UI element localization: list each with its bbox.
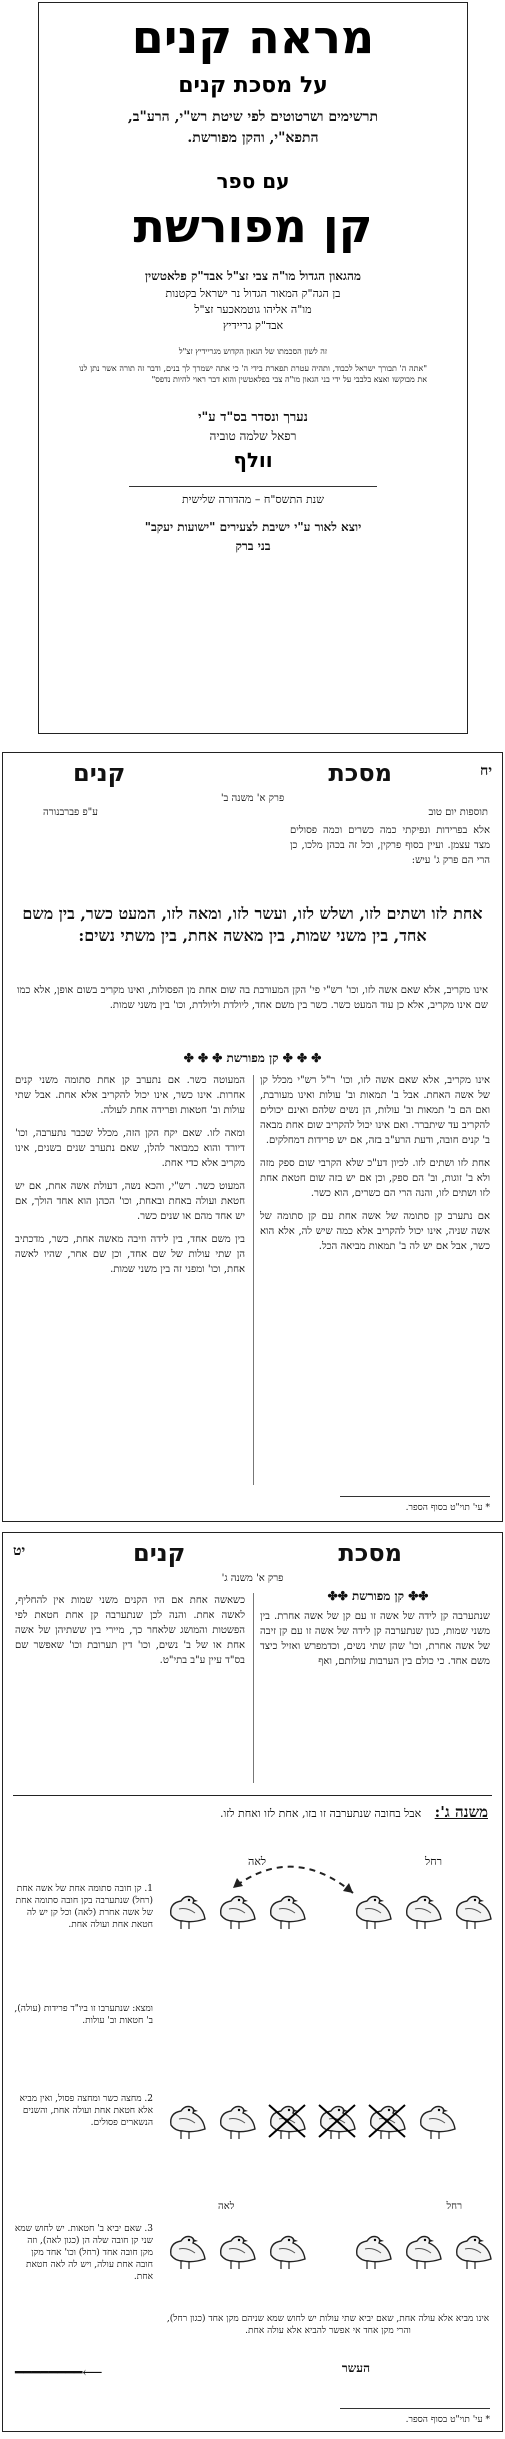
pigeon-slot bbox=[163, 2229, 209, 2277]
page3-masechet: מסכת bbox=[338, 1539, 402, 1567]
pigeon-slot bbox=[163, 2099, 209, 2147]
divider-ornament-left: ✤✤ bbox=[327, 1589, 348, 1603]
page2-kinim: קנים bbox=[73, 759, 126, 787]
page-3 bbox=[2, 1532, 503, 2432]
page2-note-left: ע"פ פברבנורה bbox=[43, 807, 98, 818]
pigeon-icon bbox=[213, 2229, 259, 2273]
cover-year: שנת התשס"ח – מהדורה שלישית bbox=[181, 493, 325, 506]
pigeon-icon bbox=[449, 1889, 495, 1933]
divider-ornament-right: ✤✤ bbox=[404, 1589, 429, 1603]
page3-divider bbox=[268, 1589, 488, 1604]
cover-rule bbox=[129, 486, 377, 487]
page2-col-right-p3: אם נתערב קן סתומה של אשה אחת עם קן סתומה של אשה שניה, אינו יכול להקריב אלא כמה שיש לה, אלא הוא כשר, אבל אם יש לה ב' תמאות מביאה הכל. bbox=[260, 1211, 490, 1252]
pigeon-slot bbox=[263, 2229, 309, 2277]
page3-number: יט bbox=[13, 1543, 26, 1559]
cover-title: מראה קנים bbox=[131, 10, 375, 64]
pigeon-slot bbox=[213, 2229, 259, 2277]
page3-mishna-row bbox=[17, 1803, 488, 1822]
cover-author4: אבד"ק גריידיץ bbox=[222, 319, 284, 332]
pigeon-icon bbox=[213, 1889, 259, 1933]
cover-author2: בן הגה"ק המאור הגדול נר ישראל בקטנות bbox=[165, 287, 341, 300]
legend-1: 1. קן חובה סתומה אחת של אשה אחת (רחל) שנתערבה בקן חובה סתומה אחת של אשה אחרת (לאה) וכל קן יש לה חטאת אחת ועולה אחת. bbox=[15, 1884, 153, 1930]
pigeon-slot bbox=[363, 2099, 409, 2147]
page2-masechet: מסכת bbox=[328, 759, 392, 787]
pigeon-slot bbox=[213, 1889, 259, 1937]
page2-col-left-p2: ומאה לזו. שאם יקח הקן הזה, מכלל שכבר נתערבה, וכו' דיורד והוא כמבואר להלן, שאם נתערב שנים בשנים, אינו מקריב אלא כדי אחת. bbox=[15, 1128, 245, 1169]
page2-number: יח bbox=[480, 763, 492, 779]
pigeon-icon bbox=[399, 2229, 445, 2273]
cover-publisher: יוצא לאור ע"י ישיבת לצעירים "ישועות יעקב" bbox=[144, 520, 362, 534]
pigeon-slot bbox=[413, 2099, 459, 2147]
pigeon-slot bbox=[263, 2099, 309, 2147]
page-2 bbox=[2, 752, 503, 1522]
page2-mishna: אחת לזו ושתים לזו, ושלש לזו, ועשר לזו, ומאה לזו, המעט כשר, בין משם אחד, בין משני שמות, בין מאשה אחת, בין משתי נשים: bbox=[22, 904, 483, 945]
bird-row-1 bbox=[163, 1883, 493, 1943]
pigeon-slot bbox=[163, 1889, 209, 1937]
cover-line1: תרשימים ושרטוטים לפי שיטת רש"י, הרע"ב, bbox=[127, 109, 379, 125]
legend-note: ומצא: שנתערבו זו ביו"ד פרידות (עולה), ב' חטאות וב' עולות. bbox=[14, 2004, 153, 2026]
cover-composed-by: נערך ונסדר בס"ד ע"י bbox=[198, 410, 308, 425]
label-rachel-1: רחל bbox=[424, 1855, 442, 1868]
legend-2: 2. מחצה כשר ומחצה פסול, ואין מביא אלא חטאת אחת ועולה אחת, והשנים הנשארים פסולים. bbox=[19, 2094, 153, 2128]
label-rachel-2: רחל bbox=[446, 2201, 462, 2212]
page3-divider-label: קן מפורשת bbox=[351, 1589, 405, 1603]
page3-footer: * עי' תוי"ט בסוף הספר. bbox=[405, 2415, 490, 2425]
legend-3: 3. שאם יביא ב' חטאות. יש לחוש שמא שני קן חובה שלה הן (כגון לאה), וזה מקן חובה אחד (רחל) וכו' אחד מקן חובה אחת עולה, ויש לה לאה חטאת אחת. bbox=[14, 2224, 153, 2282]
page2-col-right-p1: אינו מקריב, אלא שאם אשה לזו, וכו' ר"ל רש"י מכלל קן של אשה האחת. אבל ב' תמאות וב' עולות ואינו מעורבת, ואם הם ב' תמאות וב' עולות, הן נשים שלהם ואינם יכולים להקריב עד שיתברר. ואם אינו יכול להקריב שום אחת מבאה ב' קנים חובה, ודעת הרע"ב בזה, אם יש פרידות דמחלקים. bbox=[260, 1075, 490, 1146]
pigeon-icon bbox=[263, 2229, 309, 2273]
page2-column-left bbox=[15, 1073, 245, 1493]
cover-subtitle: על מסכת קנים bbox=[178, 73, 328, 98]
page2-header bbox=[3, 757, 502, 793]
page2-perek: פרק א' משנה ב' bbox=[220, 793, 285, 804]
pigeon-icon bbox=[213, 2099, 259, 2143]
page3-mishna-text: אבל בחובה שנתערבה זו בזו, אחת לזו ואחת לזו. bbox=[220, 1807, 422, 1820]
page3-header bbox=[3, 1537, 502, 1573]
cover-book-name: קן מפורשת bbox=[133, 199, 373, 253]
cover-author3: מו"ה אליהו גוטמאכער זצ"ל bbox=[194, 303, 312, 316]
page3-kinim: קנים bbox=[133, 1539, 186, 1567]
divider-ornament-right: ✤ ✤ ✤ bbox=[278, 1051, 322, 1065]
page2-col-left-p4: בין משם אחד, בין לידה וזיבה מאשה אחת, כשר, מדכתיב הן שתי עולות של שם אחד, וכן שם אחר, שהיו לאשה אחת, וכו' ומפני זה בין משני שמות. bbox=[15, 1234, 245, 1275]
hoeser-row bbox=[15, 2361, 490, 2383]
page2-col-left-p3: המעוט כשר. רש"י, והכא נשה, דעולת אשה אחת, אם יש חטאת ועולה באחת ובאחת, וכו' הכהן הוא אחד הולך, אם יש אחד מהם או שנים כשר. bbox=[15, 1181, 245, 1222]
page2-column-right bbox=[260, 1073, 490, 1493]
page2-note-right: תוספות יום טוב bbox=[428, 807, 488, 818]
cover-haskama-body: "אתה ה' תבורך ישראל לכבוד, ותהיה עטרת תפארת בידי ה' כי אתה ישמרך לך בנים, ודבר זה תורה אשר נתן לנו את מבוקשו ואצא בלבבי על ידי בני הגאון מו"ה צבי בפלאטשין והוא דבר ראוי להיות נדפס" bbox=[79, 364, 427, 384]
label-leah-2: לאה bbox=[218, 2201, 235, 2212]
pigeon-icon bbox=[163, 1889, 209, 1933]
cover-haskama-intro: זה לשון הסכמתו של הגאון הקדוש מגריידיץ זצ"ל bbox=[178, 347, 328, 356]
pigeon-icon bbox=[263, 1889, 309, 1933]
page2-divider-label: קן מפורשת bbox=[226, 1051, 279, 1065]
cover-frame bbox=[38, 2, 468, 734]
pigeon-slot bbox=[449, 1889, 495, 1937]
divider-ornament-left: ✤ ✤ ✤ bbox=[183, 1051, 223, 1065]
page2-divider bbox=[3, 1051, 502, 1066]
pigeon-slot bbox=[399, 1889, 445, 1937]
page3-mishna-label: משנה ג': bbox=[434, 1803, 488, 1821]
pigeon-icon bbox=[263, 2099, 309, 2143]
cover-page bbox=[0, 0, 505, 740]
pigeon-icon bbox=[413, 2099, 459, 2143]
bird-row-2 bbox=[163, 2093, 493, 2153]
pigeon-slot bbox=[349, 1889, 395, 1937]
pigeon-icon bbox=[163, 2229, 209, 2273]
label-leah-1: לאה bbox=[248, 1855, 267, 1868]
page3-diagram-rule bbox=[13, 1795, 492, 1796]
page2-column-divider bbox=[253, 1075, 254, 1485]
pigeon-icon bbox=[349, 2229, 395, 2273]
pigeon-icon bbox=[399, 1889, 445, 1933]
page2-rav-text: אינו מקריב, אלא שאם אשה לזו, וכו' רש"י פי' הקן המעורבת בה שום אחת מן הפסולות, ואינו מקריב בשום אופן, אלא כמו שם אינו מקריב, אלא כן עוד המעט כשר. כשר בין משם אחד, ליולדת וליולדת, וכו' בין משני שמות. bbox=[17, 985, 488, 1011]
pigeon-icon bbox=[349, 1889, 395, 1933]
page3-column-right: שנתערבה קן לידה של אשה זו עם קן של אשה אחרת. בין משני שמות, כגון שנתערבה קן לידה של אשה זו עם קן זיבה של אשה אחרת, וכו' שהן שתי נשים, וכדמפרש ואזיל כיצד משם אחד. כי כולם בין הערבות עולותם, ואף bbox=[260, 1611, 490, 1667]
pigeon-slot bbox=[263, 1889, 309, 1937]
page2-col-right-p2: אחת לזו ושתים לזו. לכיון דע"כ שלא הקרבי שום ספק מזה ולא ב' זוגות, וב' הם ספק, וכן אם יש בזה שום חטאת אחת לזו ושתים לזו, והנה הרי הם כשרים, הוא כשר. bbox=[260, 1158, 490, 1199]
bird-row-3 bbox=[163, 2223, 493, 2283]
bottom-note: אינו מביא אלא עולה אחת, שאם יביא שתי עולות יש לחוש שמא שניהם מקן אחד (כגון רחל), והרי מקן אחד אי אפשר להביא אלא עולה אחת. bbox=[166, 2314, 490, 2336]
page2-footer: * עי' תוי"ט בסוף הספר. bbox=[405, 1503, 490, 1513]
cover-author1: מהגאון הגדול מו"ה צבי זצ"ל אבד"ק פלאטשין bbox=[145, 269, 361, 283]
pigeon-slot bbox=[399, 2229, 445, 2277]
pigeon-slot bbox=[213, 2099, 259, 2147]
page3-column-left: כשאשה אחת אם היו הקנים משני שמות אין להחליף, לאשה אחת. והנה לכן שנתערבה קן אחת חטאת לפי הפשטות והמושג שלאחר כך, מיירי בין ששתיהן של אשה אחת או של ב' נשים, וכו' דין תערובת וכו' שאפשר שם בס"ד עיין ע"ב בתי"ט. bbox=[15, 1595, 245, 1666]
pigeon-slot bbox=[313, 2099, 359, 2147]
pigeon-slot bbox=[449, 2229, 495, 2277]
pigeon-icon bbox=[313, 2099, 359, 2143]
pigeon-icon bbox=[363, 2099, 409, 2143]
hoeser-label: העשר bbox=[341, 2361, 370, 2375]
page3-column-divider bbox=[253, 1593, 254, 1783]
cover-city: בני ברק bbox=[235, 539, 271, 553]
page3-perek: פרק א' משנה ג' bbox=[221, 1573, 284, 1584]
page2-intro: אלא בפרידות ונפיקתי כמה כשרים וכמה פסולים מצד עצמן. ועיין בסוף פרקין, וכל זה בכהן מלכו, כן הרי הם פרק ג' עיש: bbox=[290, 825, 490, 866]
pigeon-icon bbox=[449, 2229, 495, 2273]
page2-footer-rule bbox=[340, 1496, 490, 1497]
hoeser-arrow-icon: ⟵━━━━━━━━ bbox=[15, 2365, 103, 2381]
page2-col-left-p1: המעוטה כשר. אם נתערב קן אחת סתומה משני קנים אחרות. אינו כשר, אינו יכול להקריב אלא אחת. אבל שתי עולות וב' חטאות ופרידה אחת לעולה. bbox=[15, 1075, 245, 1116]
pigeon-icon bbox=[163, 2099, 209, 2143]
cover-line2: התפא"י, והקן מפורשת. bbox=[187, 130, 319, 146]
page3-footer-rule bbox=[340, 2408, 490, 2409]
cover-with-book: עם ספר bbox=[216, 169, 290, 193]
cover-editor: רפאל שלמה טוביה bbox=[209, 429, 297, 443]
pigeon-slot bbox=[349, 2229, 395, 2277]
cover-editor-surname: וולף bbox=[233, 448, 273, 472]
